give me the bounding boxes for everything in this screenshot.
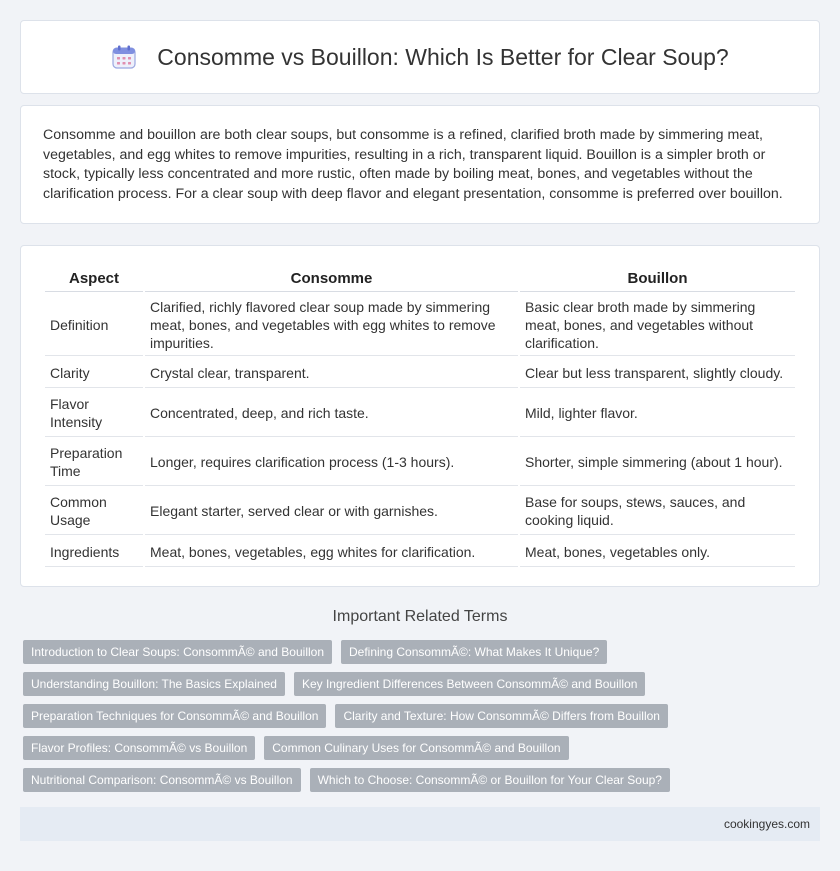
header-card: [20, 20, 820, 94]
table-header-row: [45, 266, 795, 292]
related-tag[interactable]: Flavor Profiles: ConsommÃ© vs Bouillon: [23, 736, 255, 760]
row-aspect: Ingredients: [45, 537, 143, 567]
row-consomme: Longer, requires clarification process (1-3 hours).: [145, 439, 518, 486]
related-tag[interactable]: Preparation Techniques for ConsommÃ© and Bouillon: [23, 704, 326, 728]
related-tag[interactable]: Defining ConsommÃ©: What Makes It Unique?: [341, 640, 607, 664]
header-aspect: Aspect: [45, 266, 143, 292]
row-bouillon: Basic clear broth made by simmering meat, bones, and vegetables without clarification.: [520, 294, 795, 356]
related-tag[interactable]: Key Ingredient Differences Between ConsommÃ© and Bouillon: [294, 672, 645, 696]
row-bouillon: Mild, lighter flavor.: [520, 390, 795, 437]
footer-site-link[interactable]: cookingyes.com: [723, 817, 810, 831]
row-consomme: Concentrated, deep, and rich taste.: [145, 390, 518, 437]
table-row: [45, 294, 795, 356]
related-terms-title: Important Related Terms: [332, 608, 508, 625]
row-bouillon: Meat, bones, vegetables only.: [520, 537, 795, 567]
header-bouillon: Bouillon: [520, 266, 795, 292]
row-consomme: Clarified, richly flavored clear soup made by simmering meat, bones, and vegetables with egg whites to remove impurities.: [145, 294, 518, 356]
tag-row: [23, 704, 823, 728]
tag-row: [23, 768, 823, 792]
related-tag[interactable]: Which to Choose: ConsommÃ© or Bouillon for Your Clear Soup?: [310, 768, 670, 792]
row-aspect: Clarity: [45, 358, 143, 388]
comparison-table-card: [20, 245, 820, 587]
row-consomme: Crystal clear, transparent.: [145, 358, 518, 388]
row-aspect: Flavor Intensity: [45, 390, 143, 437]
tag-row: [23, 736, 823, 760]
tag-row: [23, 640, 823, 664]
related-tag[interactable]: Introduction to Clear Soups: ConsommÃ© and Bouillon: [23, 640, 332, 664]
intro-paragraph: Consomme and bouillon are both clear soups, but consomme is a refined, clarified broth made by simmering meat, vegetables, and egg whites to remove impurities, resulting in a rich, transparent liquid. Bouillon is a simpler broth or stock, typically less concentrated and more rustic, often made by boiling meat, bones, and vegetables without the clarification process. For a clear soup with deep flavor and elegant presentation, consomme is preferred over bouillon.: [43, 127, 783, 202]
comparison-table: [43, 264, 797, 569]
table-row: [45, 358, 795, 388]
row-bouillon: Shorter, simple simmering (about 1 hour).: [520, 439, 795, 486]
related-tag[interactable]: Clarity and Texture: How ConsommÃ© Differs from Bouillon: [335, 704, 668, 728]
row-bouillon: Clear but less transparent, slightly cloudy.: [520, 358, 795, 388]
related-tag[interactable]: Common Culinary Uses for ConsommÃ© and Bouillon: [264, 736, 568, 760]
title-wrap: [111, 44, 728, 71]
table-row: [45, 488, 795, 535]
row-consomme: Meat, bones, vegetables, egg whites for clarification.: [145, 537, 518, 567]
table-row: [45, 537, 795, 567]
intro-card: [20, 105, 820, 224]
calendar-icon: [111, 44, 137, 70]
row-aspect: Definition: [45, 294, 143, 356]
header-consomme: Consomme: [145, 266, 518, 292]
related-tag[interactable]: Understanding Bouillon: The Basics Explained: [23, 672, 285, 696]
related-terms-tags: [23, 640, 823, 800]
page-title: Consomme vs Bouillon: Which Is Better for Clear Soup?: [157, 43, 729, 70]
table-row: [45, 390, 795, 437]
row-bouillon: Base for soups, stews, sauces, and cooking liquid.: [520, 488, 795, 535]
row-consomme: Elegant starter, served clear or with garnishes.: [145, 488, 518, 535]
related-tag[interactable]: Nutritional Comparison: ConsommÃ© vs Bouillon: [23, 768, 301, 792]
table-row: [45, 439, 795, 486]
footer: [20, 807, 820, 841]
row-aspect: Common Usage: [45, 488, 143, 535]
tag-row: [23, 672, 823, 696]
row-aspect: Preparation Time: [45, 439, 143, 486]
